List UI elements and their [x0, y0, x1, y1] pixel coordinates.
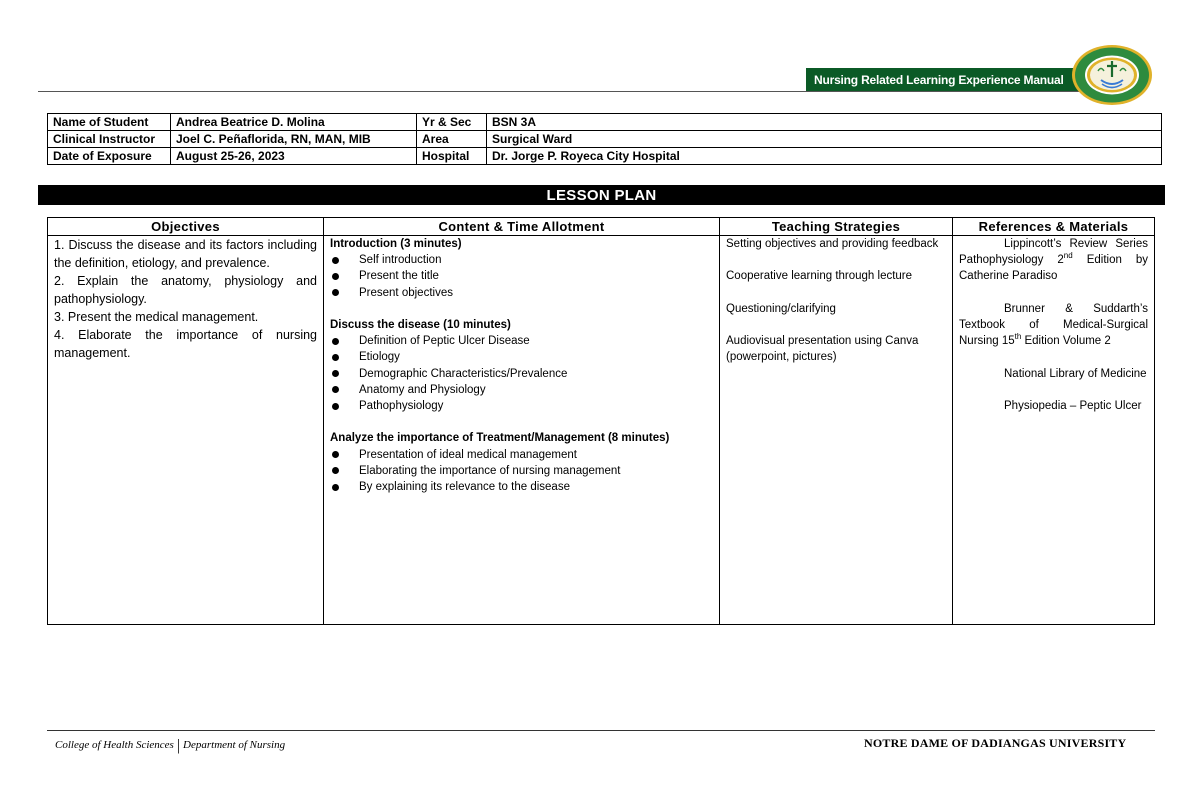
info-label: Name of Student [48, 114, 171, 131]
objective-item: 1. Discuss the disease and its factors including the definition, etiology, and prevalence. [54, 238, 317, 270]
content-bullet [330, 285, 713, 301]
bullet-icon [332, 289, 339, 296]
info-value: Andrea Beatrice D. Molina [171, 114, 417, 131]
bullet-icon [332, 386, 339, 393]
column-header-objectives: Objectives [48, 218, 324, 236]
bullet-text: By explaining its relevance to the disease [359, 481, 570, 494]
bullet-text: Demographic Characteristics/Prevalence [359, 367, 568, 380]
column-header-references: References & Materials [953, 218, 1155, 236]
info-row [48, 131, 1162, 148]
lesson-plan-table [47, 217, 1155, 625]
bullet-text: Presentation of ideal medical management [359, 448, 577, 461]
content-bullet [330, 333, 713, 349]
bullet-icon [332, 451, 339, 458]
info-label: Area [417, 131, 487, 148]
objective-item: 3. Present the medical management. [54, 310, 259, 324]
content-section-title: Analyze the importance of Treatment/Management (8 minutes) [330, 432, 670, 445]
bullet-text: Self introduction [359, 254, 442, 267]
info-value: BSN 3A [487, 114, 1162, 131]
content-bullet [330, 366, 713, 382]
content-section-title: Introduction (3 minutes) [330, 238, 462, 250]
divider-icon: | [176, 737, 181, 754]
bullet-icon [332, 484, 339, 491]
bullet-icon [332, 370, 339, 377]
content-bullet [330, 252, 713, 268]
content-cell [324, 236, 720, 625]
bullet-icon [332, 403, 339, 410]
info-value: Dr. Jorge P. Royeca City Hospital [487, 148, 1162, 165]
info-label: Date of Exposure [48, 148, 171, 165]
content-bullet [330, 398, 713, 414]
info-value: August 25-26, 2023 [171, 148, 417, 165]
info-label: Hospital [417, 148, 487, 165]
bullet-icon [332, 257, 339, 264]
references-cell [953, 236, 1155, 625]
bullet-text: Pathophysiology [359, 400, 444, 413]
objectives-cell [48, 236, 324, 625]
content-bullet [330, 382, 713, 398]
content-section-title: Discuss the disease (10 minutes) [330, 319, 511, 331]
header-rule [38, 91, 1118, 92]
info-label: Yr & Sec [417, 114, 487, 131]
content-bullet [330, 349, 713, 365]
bullet-text: Present objectives [359, 286, 453, 299]
reference-item: Physiopedia – Peptic Ulcer [1004, 399, 1142, 412]
objective-item: 4. Elaborate the importance of nursing management. [54, 328, 317, 360]
objective-item: 2. Explain the anatomy, physiology and pathophysiology. [54, 274, 317, 306]
bullet-icon [332, 467, 339, 474]
content-bullet [330, 463, 713, 479]
content-bullet [330, 447, 713, 463]
lesson-plan-title: LESSON PLAN [38, 185, 1165, 205]
footer-college-department [55, 737, 285, 755]
info-label: Clinical Instructor [48, 131, 171, 148]
content-bullet [330, 479, 713, 495]
lesson-body-row [48, 236, 1155, 625]
bullet-text: Present the title [359, 270, 439, 283]
reference-item: Brunner & Suddarth’s Textbook of Medical-Surgical Nursing 15th Edition Volume 2 [959, 302, 1148, 348]
student-info-table [47, 113, 1162, 165]
footer-college: College of Health Sciences [55, 739, 174, 751]
bullet-text: Anatomy and Physiology [359, 383, 486, 396]
bullet-text: Etiology [359, 351, 400, 364]
strategy-item: Questioning/clarifying [726, 302, 836, 315]
bullet-text: Definition of Peptic Ulcer Disease [359, 335, 530, 348]
info-value: Joel C. Peñaflorida, RN, MAN, MIB [171, 131, 417, 148]
info-row [48, 148, 1162, 165]
university-seal-logo [1071, 44, 1153, 106]
footer-university: NOTRE DAME OF DADIANGAS UNIVERSITY [864, 736, 1127, 750]
lesson-header-row [48, 218, 1155, 236]
bullet-icon [332, 273, 339, 280]
strategies-cell [720, 236, 953, 625]
manual-title-banner: Nursing Related Learning Experience Manual [806, 68, 1082, 91]
bullet-icon [332, 354, 339, 361]
column-header-strategies: Teaching Strategies [720, 218, 953, 236]
footer-rule [47, 730, 1155, 731]
column-header-content: Content & Time Allotment [324, 218, 720, 236]
content-bullet [330, 268, 713, 284]
info-value: Surgical Ward [487, 131, 1162, 148]
bullet-icon [332, 338, 339, 345]
strategy-item: Audiovisual presentation using Canva (powerpoint, pictures) [726, 335, 919, 364]
reference-item: National Library of Medicine [1004, 367, 1147, 380]
strategy-item: Cooperative learning through lecture [726, 270, 913, 283]
reference-item: Lippincott’s Review Series Pathophysiology 2nd Edition by Catherine Paradiso [959, 238, 1149, 283]
info-row [48, 114, 1162, 131]
bullet-text: Elaborating the importance of nursing management [359, 464, 621, 477]
strategy-item: Setting objectives and providing feedback [726, 238, 939, 250]
footer-department: Department of Nursing [183, 739, 286, 751]
